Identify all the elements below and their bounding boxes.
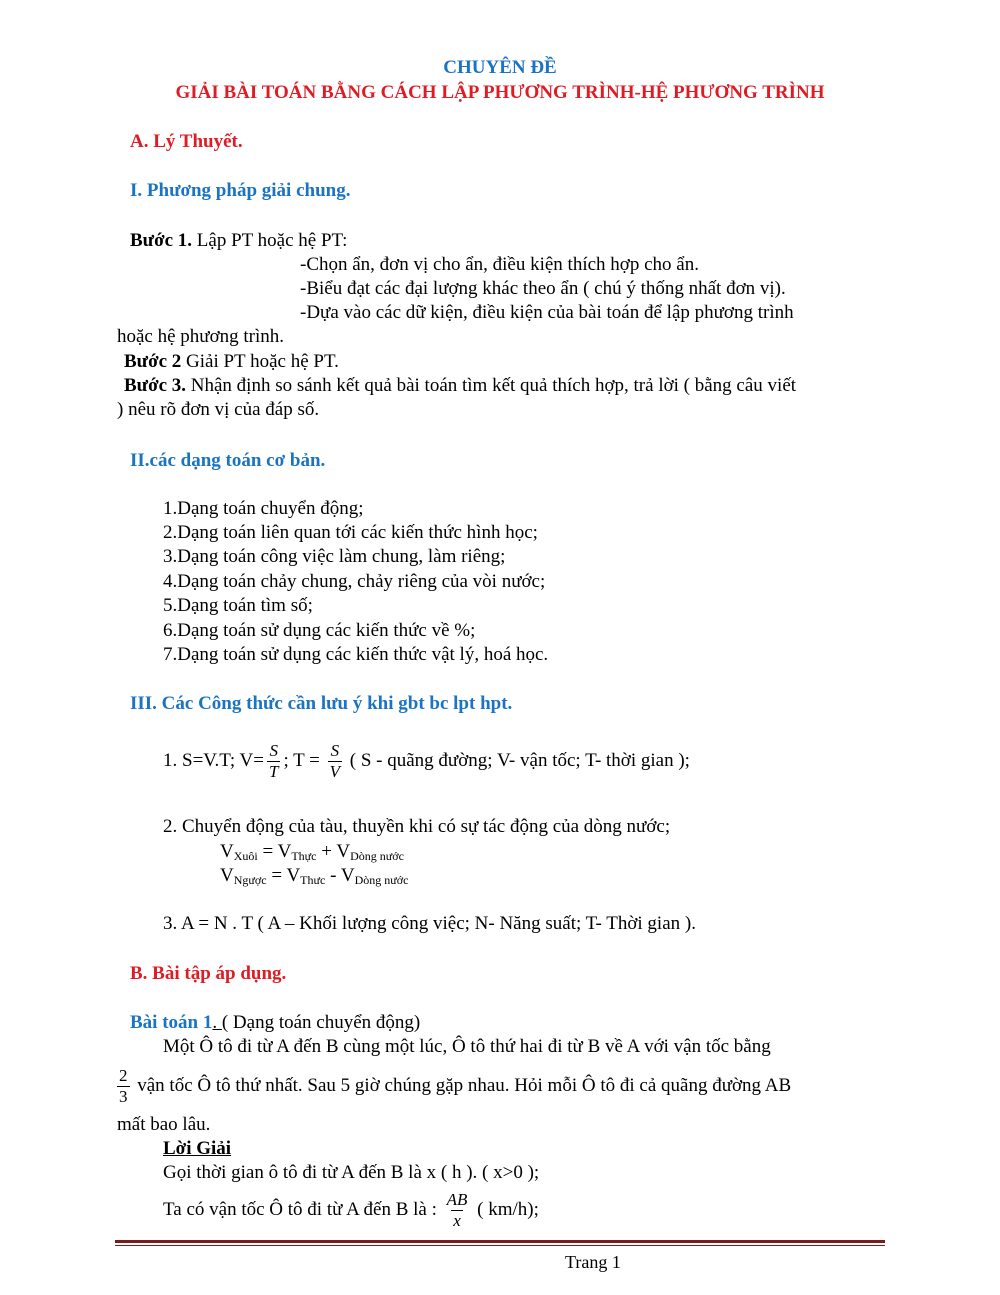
step3-line bbox=[124, 374, 796, 398]
subscript: Thưc bbox=[300, 873, 326, 887]
equals-v: = V bbox=[257, 841, 292, 862]
section-b-title: B. Bài tập áp dụng. bbox=[130, 963, 287, 984]
step1-line bbox=[130, 229, 347, 253]
fraction-s-over-v bbox=[328, 741, 342, 782]
list-item: 7.Dạng toán sử dụng các kiến thức vật lý, hoá học. bbox=[163, 644, 549, 665]
step1-item-1: -Chọn ẩn, đơn vị cho ẩn, điều kiện thích hợp cho ẩn. bbox=[300, 254, 699, 275]
step3-continuation: ) nêu rõ đơn vị của đáp số. bbox=[117, 399, 320, 420]
symbol-v: V bbox=[220, 841, 234, 862]
fraction-denominator: x bbox=[453, 1211, 461, 1231]
list-item: 1.Dạng toán chuyển động; bbox=[163, 498, 364, 519]
list-item: 3.Dạng toán công việc làm chung, làm riêng; bbox=[163, 546, 506, 567]
problem-1-line-2-text: vận tốc Ô tô thứ nhất. Sau 5 giờ chúng gặp nhau. Hỏi mỗi Ô tô đi cả quãng đường AB bbox=[132, 1075, 792, 1096]
step1-text: Lập PT hoặc hệ PT: bbox=[192, 230, 348, 251]
problem-1-line-3: mất bao lâu. bbox=[117, 1114, 211, 1135]
solution-line-2 bbox=[163, 1187, 539, 1233]
list-item: 2.Dạng toán liên quan tới các kiến thức hình học; bbox=[163, 522, 538, 543]
step3-text: Nhận định so sánh kết quả bài toán tìm kết quả thích hợp, trả lời ( bằng câu viết bbox=[186, 375, 797, 396]
formula-2-title: 2. Chuyển động của tàu, thuyền khi có sự tác động của dòng nước; bbox=[163, 816, 671, 837]
section-i-title: I. Phương pháp giải chung. bbox=[130, 180, 351, 201]
step2-label: Bước 2 bbox=[124, 351, 182, 372]
list-item: 5.Dạng toán tìm số; bbox=[163, 595, 313, 616]
fraction-denominator: V bbox=[329, 762, 341, 782]
fraction-denominator: T bbox=[268, 762, 279, 782]
step2-line bbox=[124, 350, 339, 374]
minus-v: - V bbox=[325, 865, 355, 886]
doc-header-line1: CHUYÊN ĐỀ bbox=[443, 57, 557, 78]
section-a-title: A. Lý Thuyết. bbox=[130, 131, 243, 152]
fraction-ab-over-x bbox=[445, 1190, 470, 1231]
subscript: Xuôi bbox=[233, 849, 258, 863]
fraction-numerator: S bbox=[330, 741, 340, 761]
formula-1-mid: ; T = bbox=[283, 750, 325, 771]
problem-1-line-1: Một Ô tô đi từ A đến B cùng một lúc, Ô tô thứ hai đi từ B về A với vận tốc bằng bbox=[163, 1036, 771, 1057]
step1-item-2: -Biểu đạt các đại lượng khác theo ẩn ( chú ý thống nhất đơn vị). bbox=[300, 278, 786, 299]
fraction-numerator: 2 bbox=[119, 1066, 128, 1086]
step1-item-3: -Dựa vào các dữ kiện, điều kiện của bài toán để lập phương trình bbox=[300, 302, 794, 323]
subscript: Ngược bbox=[233, 873, 267, 887]
solution-line-2-prefix: Ta có vận tốc Ô tô đi từ A đến B là : bbox=[163, 1199, 442, 1220]
step2-text: Giải PT hoặc hệ PT. bbox=[181, 351, 339, 372]
formula-1 bbox=[163, 739, 690, 783]
solution-label: Lời Giải bbox=[163, 1138, 232, 1159]
fraction-two-thirds bbox=[117, 1066, 130, 1107]
fraction-numerator: AB bbox=[446, 1190, 468, 1210]
formula-3: 3. A = N . T ( A – Khối lượng công việc; N- Năng suất; T- Thời gian ). bbox=[163, 913, 696, 934]
problem-1-heading bbox=[130, 1011, 420, 1035]
formula-1-suffix: ( S - quãng đường; V- vận tốc; T- thời gian ); bbox=[345, 750, 690, 771]
problem-1-line-2 bbox=[117, 1063, 791, 1109]
footer-rule-thin bbox=[115, 1245, 885, 1246]
solution-line-2-suffix: ( km/h); bbox=[472, 1199, 539, 1220]
page-number: Trang 1 bbox=[565, 1252, 621, 1272]
equals-v: = V bbox=[266, 865, 301, 886]
fraction-numerator: S bbox=[269, 741, 278, 761]
list-item: 4.Dạng toán chảy chung, chảy riêng của vòi nước; bbox=[163, 571, 546, 592]
subscript: Dòng nước bbox=[354, 873, 409, 887]
section-ii-title: II.các dạng toán cơ bản. bbox=[130, 450, 326, 471]
step1-continuation: hoặc hệ phương trình. bbox=[117, 326, 285, 347]
footer-rule-thick bbox=[115, 1240, 885, 1243]
plus-v: + V bbox=[316, 841, 351, 862]
fraction-denominator: 3 bbox=[119, 1087, 128, 1107]
section-iii-title: III. Các Công thức cần lưu ý khi gbt bc lpt hpt. bbox=[130, 693, 513, 714]
problem-1-type: ( Dạng toán chuyển động) bbox=[221, 1012, 421, 1033]
list-item: 6.Dạng toán sử dụng các kiến thức về %; bbox=[163, 620, 476, 641]
solution-line-1: Gọi thời gian ô tô đi từ A đến B là x ( h ). ( x>0 ); bbox=[163, 1162, 540, 1183]
subscript: Thực bbox=[291, 849, 317, 863]
problem-1-dot: . bbox=[212, 1012, 222, 1033]
fraction-s-over-t bbox=[267, 741, 280, 782]
step1-label: Bước 1. bbox=[130, 230, 193, 251]
doc-title: GIẢI BÀI TOÁN BẰNG CÁCH LẬP PHƯƠNG TRÌNH-HỆ PHƯƠNG TRÌNH bbox=[175, 82, 825, 103]
step3-label: Bước 3. bbox=[124, 375, 187, 396]
subscript: Dòng nước bbox=[350, 849, 404, 863]
symbol-v: V bbox=[220, 865, 234, 886]
formula-2-upstream bbox=[220, 864, 408, 892]
formula-1-prefix: 1. S=V.T; V= bbox=[163, 750, 264, 771]
problem-1-label: Bài toán 1 bbox=[130, 1012, 213, 1033]
